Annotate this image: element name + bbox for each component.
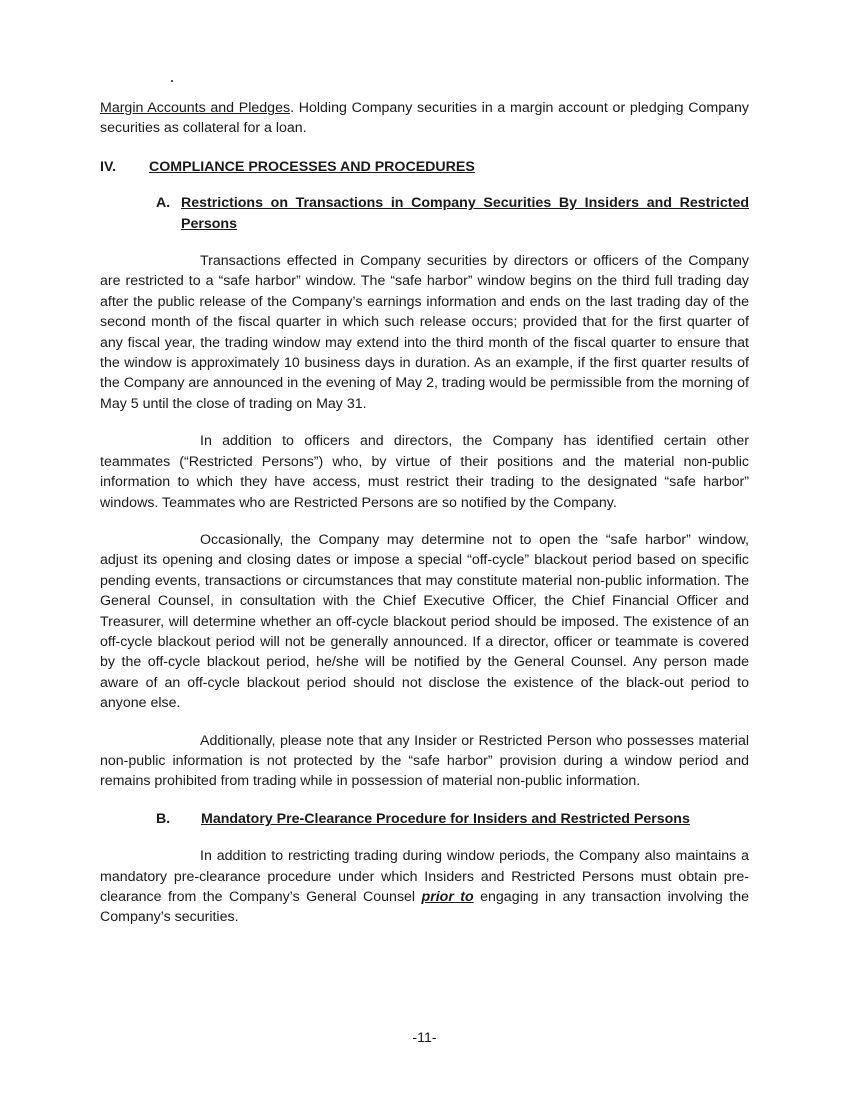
section-number: IV. [100,158,117,175]
paragraph-mnpi-note: Additionally, please note that any Insider or Restricted Person who possesses material non-public information is not protected by the “safe harbor” provision during a window period and remains prohibited from trading while in possession of material non-public information. [100,732,749,790]
subsection-b-number: B. [156,810,171,827]
paragraph-pre-clearance [100,846,749,928]
subsection-a-number: A. [156,195,171,212]
stray-mark [171,80,173,82]
subsection-a-heading [100,193,749,234]
paragraph-off-cycle-blackout: Occasionally, the Company may determine not to open the “safe harbor” window, adjust its opening and closing dates or impose a special “off-cycle” blackout period based on specific pending events, transactions or circumstances that may constitute material non-public information. The General Counsel, in consultation with the Chief Executive Officer, the Chief Financial Officer and Treasurer, will determine whether an off-cycle blackout period should be imposed. The existence of an off-cycle blackout period will not be generally announced. If a director, officer or teammate is covered by the off-cycle blackout period, he/she will be notified by the General Counsel. Any person made aware of an off-cycle blackout period should not disclose the existence of the black-out period to anyone else. [100,531,749,712]
pre-clearance-text-after: engaging in any transaction involving the Company’s securities. [100,889,749,926]
intro-paragraph [100,98,749,139]
pre-clearance-emphasis: prior to [421,889,474,905]
section-heading [100,157,749,177]
subsection-b-title: Mandatory Pre-Clearance Procedure for Insiders and Restricted Persons [201,810,690,827]
document-page [100,98,749,928]
subsection-a-title: Restrictions on Transactions in Company Securities By Insiders and Restricted Persons [181,195,749,232]
section-title: COMPLIANCE PROCESSES AND PROCEDURES [149,158,475,175]
paragraph-restricted-persons: In addition to officers and directors, the Company has identified certain other teammates (“Restricted Persons”) who, by virtue of their positions and the material non-public information to which they have access, must restrict their trading to the designated “safe harbor” windows. Teammates who are Restricted Persons are so notified by the Company. [100,433,749,511]
subsection-b-heading [100,809,749,829]
paragraph-safe-harbor: Transactions effected in Company securities by directors or officers of the Company are restricted to a “safe harbor” window. The “safe harbor” window begins on the third full trading day after the public release of the Company’s earnings information and ends on the last trading day of the second month of the fiscal quarter in which such release occurs; provided that for the first quarter of any fiscal year, the trading window may extend into the third month of the fiscal quarter to ensure that the window is approximately 10 business days in duration. As an example, if the first quarter results of the Company are announced in the evening of May 2, trading would be permissible from the morning of May 5 until the close of trading on May 31. [100,253,749,412]
intro-text: Holding Company securities in a margin account or pledging Company securities as collateral for a loan. [100,100,749,137]
intro-heading: Margin Accounts and Pledges [100,100,291,116]
intro-heading-suffix: . [290,100,295,116]
pre-clearance-text-before: In addition to restricting trading during window periods, the Company also maintains a mandatory pre-clearance procedure under which Insiders and Restricted Persons must obtain pre-clearance from the Company’s General Counsel [100,848,749,905]
page-number: -11- [412,1030,437,1046]
